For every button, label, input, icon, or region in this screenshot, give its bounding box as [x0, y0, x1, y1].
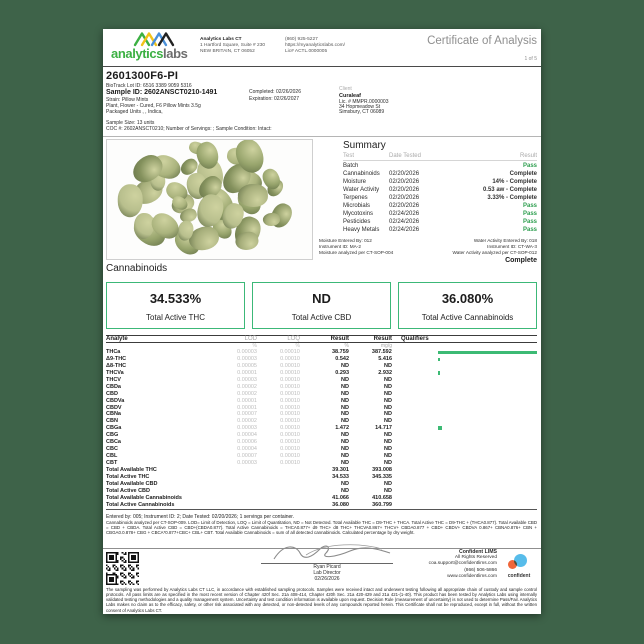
summary-result: Complete [509, 171, 537, 177]
complete-status: Complete [505, 257, 537, 264]
lab-address-line2: NEW BRITAIN, CT 06052 [200, 49, 255, 54]
confident-logo-icon-accent [508, 560, 517, 569]
header-divider [103, 66, 541, 67]
expiration-date: Expiration: 02/26/2027 [249, 96, 300, 102]
client-address: 34 Hopmeadow St [339, 104, 381, 110]
client-name: Curaleaf [339, 93, 362, 99]
unit-result-mgg: mg/g [380, 343, 392, 349]
lims-rights: All Rights Reserved [454, 555, 497, 561]
summary-result: Pass [522, 219, 537, 225]
summary-row [343, 163, 537, 171]
col-result-mgg: Result [373, 336, 392, 342]
col-qualifiers: Qualifiers [401, 336, 429, 342]
summary-result: 3.33% - Complete [487, 195, 537, 201]
analyte-units-row [106, 343, 537, 349]
total-active-cbd-value: ND [312, 291, 331, 306]
totals-row: Total Available Cannabinoids 41.066 410.658 [106, 494, 392, 501]
summary-col-test: Test [343, 153, 355, 159]
summary-result: Pass [522, 163, 537, 169]
water-sop: Water Activity analyzed per CT-SOP-012 [452, 249, 537, 255]
moisture-entered-by: Moisture Entered By: 012 [319, 238, 372, 243]
wordmark-labs: labs [163, 46, 188, 61]
col-loq: LOQ [287, 336, 300, 342]
summary-col-result: Result [519, 153, 537, 159]
client-license: Lic. # MMPR.0000003 [339, 99, 389, 105]
signature-date: 02/26/2026 [314, 575, 340, 582]
lab-phone: (860) 925-5227 [285, 37, 318, 42]
disclaimer: The sampling was performed by Analytics Labs CT LLC, in accordance with established sampling protocols. Samples were received intact and underwent testing following all appropriate chain of custody and sample control protocols. All pass limits are as specified in the most recent version of Chapter 420f Sec. 21a 408-414, Chapter 420h Sec. 21a 420-429 and 21a 421-(1-40). This product has been tested by Analytics Labs using internally validated testing methodologies and a quality management system. Uncertainty and test condition information is available upon request. Decision Rule (measurement of uncertainty) is not used to determine Pass/Fail. Analytics Labs makes no claim as to the efficacy, safety, or other risk associated with any detected, or non-detected levels of any compounds reported herein. This Certificate shall not be reproduced, except in full, without the written consent of Analytics Labs CT. [106, 587, 537, 613]
sample-lot-title: 2601300F6-PI [106, 70, 179, 82]
analyte-row: CBT 0.00003 0.00010 ND ND [106, 459, 392, 466]
moisture-sop: Moisture analyzed per CT-SOP-004 [319, 249, 394, 255]
summary-test: Batch [343, 163, 359, 169]
certificate-page [103, 29, 541, 614]
qualifier-bar [438, 426, 442, 430]
summary-date: 02/24/2026 [389, 227, 420, 233]
total-active-cannabinoids-value: 36.080% [441, 291, 494, 306]
signer-title: Lab Director [313, 569, 341, 576]
analyte-row: CBDa 0.00002 0.00010 ND ND [106, 383, 392, 390]
page-number: 1 of 5 [524, 56, 537, 62]
summary-row [343, 179, 537, 187]
summary-date: 02/20/2026 [389, 195, 420, 201]
section-title-cannabinoids: Cannabinoids [106, 263, 168, 274]
summary-date: 02/24/2026 [389, 219, 420, 225]
analyte-table [106, 335, 537, 510]
table-bottom-border [106, 509, 537, 510]
client-label: Client [339, 86, 352, 92]
summary-test: Water Activity [343, 187, 380, 193]
moisture-notes [319, 238, 393, 256]
summary-table [343, 163, 537, 235]
totals-row: Total Active CBD ND ND [106, 487, 392, 494]
qualifier-bar [438, 351, 537, 355]
product-photo [106, 139, 313, 260]
summary-test: Moisture [343, 179, 367, 185]
summary-test: Microbials [343, 203, 371, 209]
sample-id: Sample ID: 2602ANSCT0210-1491 [106, 89, 218, 96]
signer-block [261, 565, 393, 583]
total-active-cannabinoids-box [398, 282, 537, 329]
summary-date: 02/20/2026 [389, 203, 420, 209]
qr-code [106, 552, 139, 585]
analyte-row: CBN 0.00002 0.00010 ND ND [106, 418, 392, 425]
analyte-rows [106, 349, 537, 466]
summary-date: 02/20/2026 [389, 171, 420, 177]
summary-header-row [343, 153, 537, 159]
analyte-row: THCa 0.00003 0.00010 38.759 387.592 [106, 349, 537, 356]
unit-lod: % [252, 343, 257, 349]
summary-row [343, 227, 537, 235]
coc-number: COC #: 2602ANSCT0210; Number of Servings: ; Sample Condition: Intact: [106, 126, 272, 132]
water-entered-by: Water Activity Entered By: 018 [473, 238, 537, 243]
bud-blob [238, 184, 269, 208]
analyte-row: CBDVa 0.00001 0.00010 ND ND [106, 397, 392, 404]
water-activity-notes [453, 238, 538, 256]
analyte-row: CBGa 0.00003 0.00010 1.472 14.717 [106, 425, 537, 432]
total-active-cbd-label: Total Active CBD [291, 313, 352, 322]
analyte-row: Δ8-THC 0.00005 0.00010 ND ND [106, 363, 392, 370]
footnote-methodology: Cannabinoids analyzed per CT-SOP-009. LOD= Limit of Detection, LOQ = Limit of Quantitation, ND = Not Detected. Total Available THC = D9-THC + THCA. Total Active THC = D9-THC + (THCA0.877). Total Available CBD = CBD + CBDA. Total Active CBD = CBD+(CBDA0.877). Total Active Cannabinoids = THCA0.877+ d9 THC+ d8 THC+ THCVA0.867+ THCV+ CBDA0.877 + CBD+ CBDV+ CBDVA 0.867+ CBNA0.876+ CBN + CBGA0.0.878+ CBG + CBCA*0.877+CBC+ CBL+ CBT. Total Available Cannabinoids = sum of all detected cannabinoids. Calculated percentage by dry weight. [106, 520, 537, 536]
analyte-row: CBL 0.00007 0.00010 ND ND [106, 452, 392, 459]
analyte-row: THCV 0.00003 0.00010 ND ND [106, 377, 392, 383]
summary-result: Pass [522, 211, 537, 217]
total-active-cannabinoids-label: Total Active Cannabinoids [421, 313, 514, 322]
lab-contact-block [285, 37, 345, 55]
analyte-row: Δ9-THC 0.00003 0.00010 0.542 5.416 [106, 356, 537, 363]
totals-row: Total Available CBD ND ND [106, 480, 392, 487]
biotrack-lot-id: BioTrack Lot ID: 6516 3389 9059 5316 [106, 83, 192, 89]
total-active-cbd-box [252, 282, 391, 329]
summary-test: Mycotoxins [343, 211, 374, 217]
lims-website: www.confidentlims.com [447, 573, 497, 579]
lab-wordmark [111, 46, 187, 61]
col-lod: LOD [244, 336, 257, 342]
bud-blob [117, 184, 143, 217]
summary-result: Pass [522, 203, 537, 209]
completed-date: Completed: 02/26/2026 [249, 89, 301, 95]
summary-row [343, 171, 537, 179]
col-analyte: Analyte [106, 336, 128, 342]
summary-date: 02/24/2026 [389, 211, 420, 217]
summary-row [343, 187, 537, 195]
analyte-row: CBD 0.00002 0.00010 ND ND [106, 390, 392, 397]
lims-email: coa.support@confidentlims.com [428, 561, 497, 567]
confident-brand-text: confident [507, 573, 531, 579]
totals-rows [106, 466, 537, 508]
summary-title: Summary [343, 140, 386, 151]
analyte-row: CBC 0.00004 0.00010 ND ND [106, 445, 392, 452]
signer-name: Ryan Picard [313, 564, 341, 570]
footnote-entered-by: Entered by: 005; Instrument ID: 2; Date Tested: 02/20/2026; 1 servings per container. [106, 514, 295, 520]
lab-license: Lic# ACTL.0000005 [285, 49, 328, 54]
lims-info [429, 549, 497, 580]
analyte-row: CBDV 0.00001 0.00010 ND ND [106, 404, 392, 411]
summary-header-divider [343, 160, 537, 161]
confident-logo [503, 554, 535, 582]
lab-address-block [200, 37, 265, 55]
total-active-thc-value: 34.533% [149, 291, 202, 306]
lab-name: Analytics Labs CT [200, 37, 242, 42]
lab-address-line1: 1 Hartford Square, Suite # 230 [200, 43, 266, 48]
summary-row [343, 219, 537, 227]
summary-row [343, 211, 537, 219]
summary-row [343, 203, 537, 211]
analyte-header-row [106, 335, 537, 343]
summary-result: 0.53 aw - Complete [482, 187, 537, 193]
summary-date: 02/20/2026 [389, 179, 420, 185]
analyte-row: CBCa 0.00006 0.00010 ND ND [106, 439, 392, 446]
analyte-row: CBNa 0.00007 0.00010 ND ND [106, 411, 392, 418]
totals-row: Total Active Cannabinoids 36.080 360.799 [106, 501, 392, 508]
summary-date: 02/20/2026 [389, 187, 420, 193]
summary-result: 14% - Complete [492, 179, 537, 185]
totals-row: Total Available THC 39.301 393.008 [106, 466, 392, 473]
col-result-pct: Result [330, 336, 349, 342]
section-divider [103, 136, 541, 137]
analyte-row: CBG 0.00004 0.00010 ND ND [106, 432, 392, 439]
lims-phone: (866) 506-5866 [464, 567, 497, 573]
packaged-units: Packaged Units , , Indica, [106, 109, 163, 115]
summary-test: Terpenes [343, 195, 368, 201]
lims-name: Confident LIMS [458, 549, 497, 555]
analyte-row: THCVa 0.00001 0.00010 0.293 2.932 [106, 370, 537, 377]
sample-size: Sample Size: 13 units [106, 120, 155, 126]
totals-row: Total Active THC 34.533 345.335 [106, 473, 392, 480]
client-city: Simsbury, CT 06089 [339, 109, 385, 115]
total-active-thc-label: Total Active THC [146, 313, 205, 322]
summary-row [343, 195, 537, 203]
summary-date [389, 163, 459, 171]
summary-test: Heavy Metals [343, 227, 380, 233]
qualifier-bar [438, 358, 440, 362]
summary-test: Pesticides [343, 219, 371, 225]
highlight-boxes [106, 282, 537, 329]
summary-col-date: Date Tested [389, 153, 421, 159]
certificate-title: Certificate of Analysis [427, 35, 537, 47]
strain: Strain: Pillow Mints [106, 97, 149, 103]
moisture-instrument: Instrument ID: MA-2 [319, 243, 361, 249]
unit-result-pct: % [344, 343, 349, 349]
total-active-thc-box [106, 282, 245, 329]
product-type: Plant, Flower - Cured, F6 Pillow Mints 3.5g [106, 103, 201, 109]
lab-website: https://myanalyticslabs.com/ [285, 43, 345, 48]
water-instrument: Instrument ID: CT-WA-3 [487, 243, 537, 249]
qualifier-bar [438, 371, 440, 375]
unit-loq: % [295, 343, 300, 349]
summary-test: Cannabinoids [343, 171, 380, 177]
wordmark-analytics: analytics [111, 46, 164, 61]
summary-result: Pass [522, 227, 537, 233]
